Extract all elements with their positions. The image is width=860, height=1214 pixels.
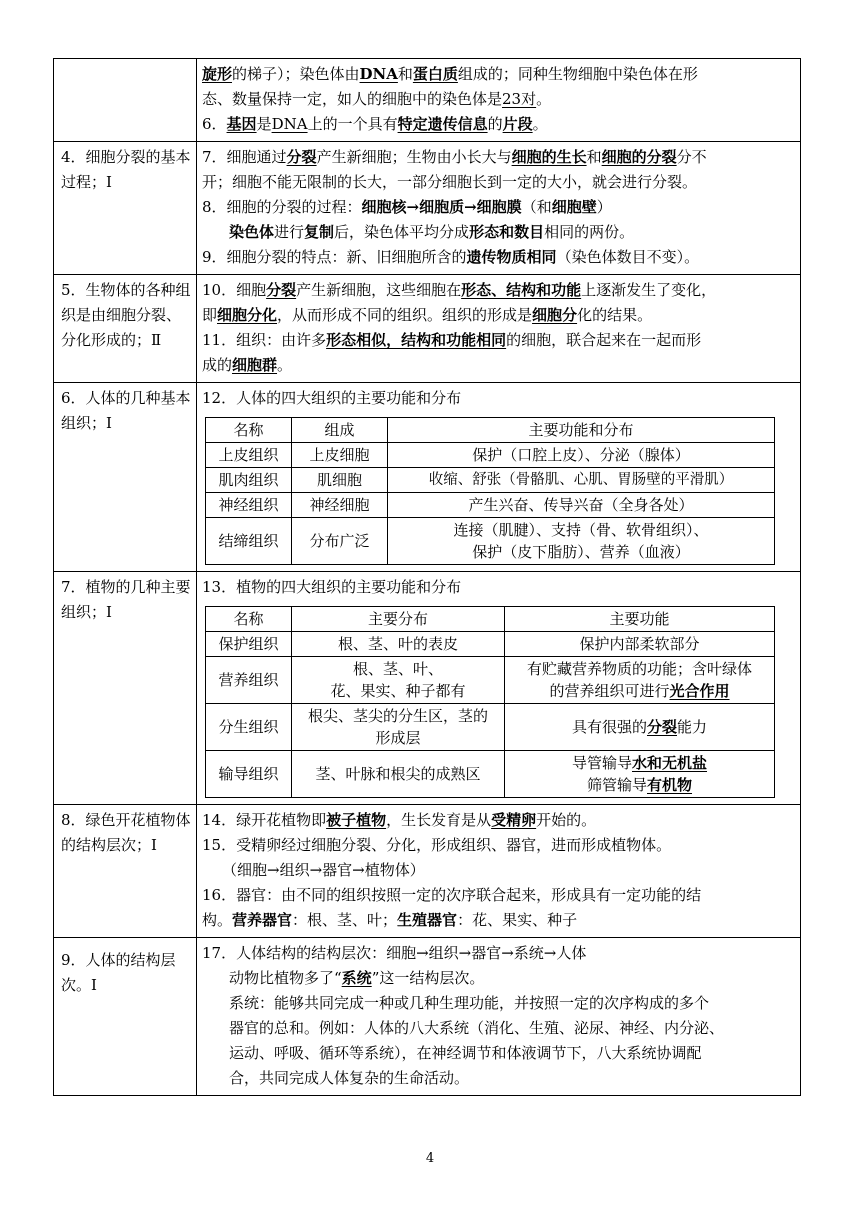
content-cell: 14．绿开花植物即被子植物，生长发育是从受精卵开始的。 15．受精卵经过细胞分裂、分化，形成组织、器官，进而形成植物体。 （细胞→组织→器官→植物体） 16．器官：由不同的组织按照一定的次序联合起来，形成具有一定功能的结 构。营养器官：根、茎、叶；生殖器官：花、果实、种子	[197, 805, 801, 938]
table-row	[54, 383, 801, 572]
human-tissue-table	[205, 417, 775, 565]
content-cell: 13．植物的四大组织的主要功能和分布 名称 主要分布 主要功能 保护组织 根、茎、叶的表皮 保护内部柔软部分 营养组织 根、茎、叶、 花、果实、种子都有 有贮藏营养物质的功能；含叶绿体 的营养组织可进行光合作用 分生组织 根尖、茎尖的分生区，茎的 形成层 具有很强的分裂能力 输导组织 茎、叶脉和根尖的成熟区 导管输导水和无机盐 筛管输导有机物	[197, 572, 801, 805]
topic-cell: 4．细胞分裂的基本过程；Ⅰ	[54, 142, 197, 275]
content-cell: 7．细胞通过分裂产生新细胞；生物由小长大与细胞的生长和细胞的分裂分不 开；细胞不能无限制的长大，一部分细胞长到一定的大小，就会进行分裂。 8．细胞的分裂的过程：细胞核→细胞质→细胞膜（和细胞壁） 染色体进行复制后，染色体平均分成形态和数目相同的两份。 9．细胞分裂的特点：新、旧细胞所含的遗传物质相同（染色体数目不变）。	[197, 142, 801, 275]
table-row: 结缔组织 分布广泛 连接（肌腱）、支持（骨、软骨组织）、 保护（皮下脂肪）、营养（血液）	[206, 518, 775, 565]
table-row	[54, 59, 801, 142]
table-row: 分生组织 根尖、茎尖的分生区，茎的 形成层 具有很强的分裂能力	[206, 704, 775, 751]
page-number: 4	[425, 1151, 435, 1166]
plant-tissue-table	[205, 606, 775, 798]
table-row: 上皮组织 上皮细胞 保护（口腔上皮）、分泌（腺体）	[206, 443, 775, 468]
table-row	[54, 572, 801, 805]
table-row	[54, 275, 801, 383]
content-cell: 12．人体的四大组织的主要功能和分布 名称 组成 主要功能和分布 上皮组织 上皮细胞 保护（口腔上皮）、分泌（腺体） 肌肉组织 肌细胞 收缩、舒张（骨骼肌、心肌、胃肠壁的平滑肌） 神经组织 神经细胞 产生兴奋、传导兴奋（全身各处） 结缔组织 分布广泛 连接（肌腱）、支持（骨、软骨组织）、 保护（皮下脂肪）、营养（血液）	[197, 383, 801, 572]
content-cell: 旋形的梯子）；染色体由DNA和蛋白质组成的；同种生物细胞中染色体在形 态、数量保持一定，如人的细胞中的染色体是23对。 6．基因是DNA上的一个具有特定遗传信息的片段。	[197, 59, 801, 142]
table-row: 输导组织 茎、叶脉和根尖的成熟区 导管输导水和无机盐 筛管输导有机物	[206, 751, 775, 798]
topic-cell	[54, 59, 197, 142]
content-cell: 17．人体结构的结构层次：细胞→组织→器官→系统→人体 动物比植物多了“系统”这一结构层次。 系统：能够共同完成一种或几种生理功能，并按照一定的次序构成的多个 器官的总和。例如：人体的八大系统（消化、生殖、泌尿、神经、内分泌、 运动、呼吸、循环等系统），在神经调节和体液调节下，八大系统协调配 合，共同完成人体复杂的生命活动。	[197, 938, 801, 1096]
table-row: 保护组织 根、茎、叶的表皮 保护内部柔软部分	[206, 632, 775, 657]
topic-cell: 7．植物的几种主要组织；Ⅰ	[54, 572, 197, 805]
table-row	[54, 805, 801, 938]
topic-cell: 6．人体的几种基本组织；Ⅰ	[54, 383, 197, 572]
table-header-row: 名称 组成 主要功能和分布	[206, 418, 775, 443]
content-cell: 10．细胞分裂产生新细胞，这些细胞在形态、结构和功能上逐渐发生了变化， 即细胞分化，从而形成不同的组织。组织的形成是细胞分化的结果。 11．组织：由许多形态相似，结构和功能相同的细胞，联合起来在一起而形 成的细胞群。	[197, 275, 801, 383]
table-row: 肌肉组织 肌细胞 收缩、舒张（骨骼肌、心肌、胃肠壁的平滑肌）	[206, 468, 775, 493]
table-row: 神经组织 神经细胞 产生兴奋、传导兴奋（全身各处）	[206, 493, 775, 518]
table-header-row: 名称 主要分布 主要功能	[206, 607, 775, 632]
table-row	[54, 142, 801, 275]
knowledge-table	[53, 58, 801, 1096]
table-row: 营养组织 根、茎、叶、 花、果实、种子都有 有贮藏营养物质的功能；含叶绿体 的营养组织可进行光合作用	[206, 657, 775, 704]
topic-cell: 9．人体的结构层次。Ⅰ	[54, 938, 197, 1096]
topic-cell: 5．生物体的各种组织是由细胞分裂、分化形成的；Ⅱ	[54, 275, 197, 383]
table-row	[54, 938, 801, 1096]
topic-cell: 8．绿色开花植物体的结构层次；Ⅰ	[54, 805, 197, 938]
